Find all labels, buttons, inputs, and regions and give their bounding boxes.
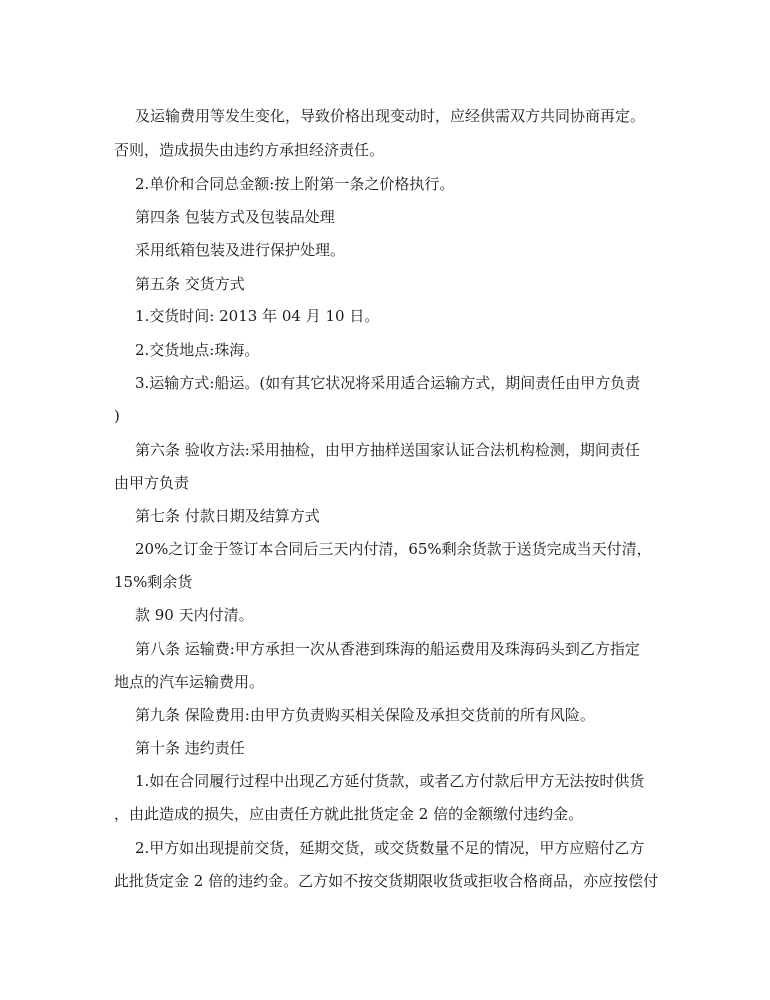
- text-line: 由甲方负责: [114, 474, 190, 492]
- section-heading: 第五条 交货方式: [135, 275, 245, 293]
- text-line: 3.运输方式:船运。(如有其它状况将采用适合运输方式，期间责任由甲方负责: [135, 374, 641, 392]
- section-heading: 第十条 违约责任: [135, 739, 245, 757]
- text-line: 地点的汽车运输费用。: [114, 673, 265, 691]
- text-line: ): [114, 407, 120, 425]
- text-line: 采用纸箱包装及进行保护处理。: [135, 241, 346, 259]
- text-line: 2.单价和合同总金额:按上附第一条之价格执行。: [135, 175, 455, 193]
- text-line: 款 90 天内付清。: [135, 606, 254, 624]
- text-line: 1.交货时间: 2013 年 04 月 10 日。: [135, 307, 380, 325]
- text-line: 15%剩余货: [114, 573, 193, 591]
- section-heading: 第七条 付款日期及结算方式: [135, 507, 320, 525]
- text-line: 2.交货地点:珠海。: [135, 341, 260, 359]
- section-heading: 第六条 验收方法:采用抽检，由甲方抽样送国家认证合法机构检测，期间责任: [135, 441, 640, 459]
- text-line: 及运输费用等发生变化，导致价格出现变动时，应经供需双方共同协商再定。: [135, 107, 646, 125]
- text-line: 2.甲方如出现提前交货，延期交货，或交货数量不足的情况，甲方应赔付乙方: [135, 839, 645, 857]
- text-line: 20%之订金于签订本合同后三天内付清，65%剩余货款于送货完成当天付清，: [135, 540, 652, 558]
- text-line: 否则，造成损失由违约方承担经济责任。: [114, 141, 385, 159]
- section-heading: 第八条 运输费:甲方承担一次从香港到珠海的船运费用及珠海码头到乙方指定: [135, 640, 640, 658]
- text-line: 1.如在合同履行过程中出现乙方延付货款，或者乙方付款后甲方无法按时供货: [135, 772, 645, 790]
- text-line: 此批货定金 2 倍的违约金。乙方如不按交货期限收货或拒收合格商品，亦应按偿付: [114, 872, 659, 890]
- section-heading: 第九条 保险费用:由甲方负责购买相关保险及承担交货前的所有风险。: [135, 706, 595, 724]
- text-line: ，由此造成的损失，应由责任方就此批货定金 2 倍的金额缴付违约金。: [114, 805, 584, 823]
- section-heading: 第四条 包装方式及包装品处理: [135, 208, 335, 226]
